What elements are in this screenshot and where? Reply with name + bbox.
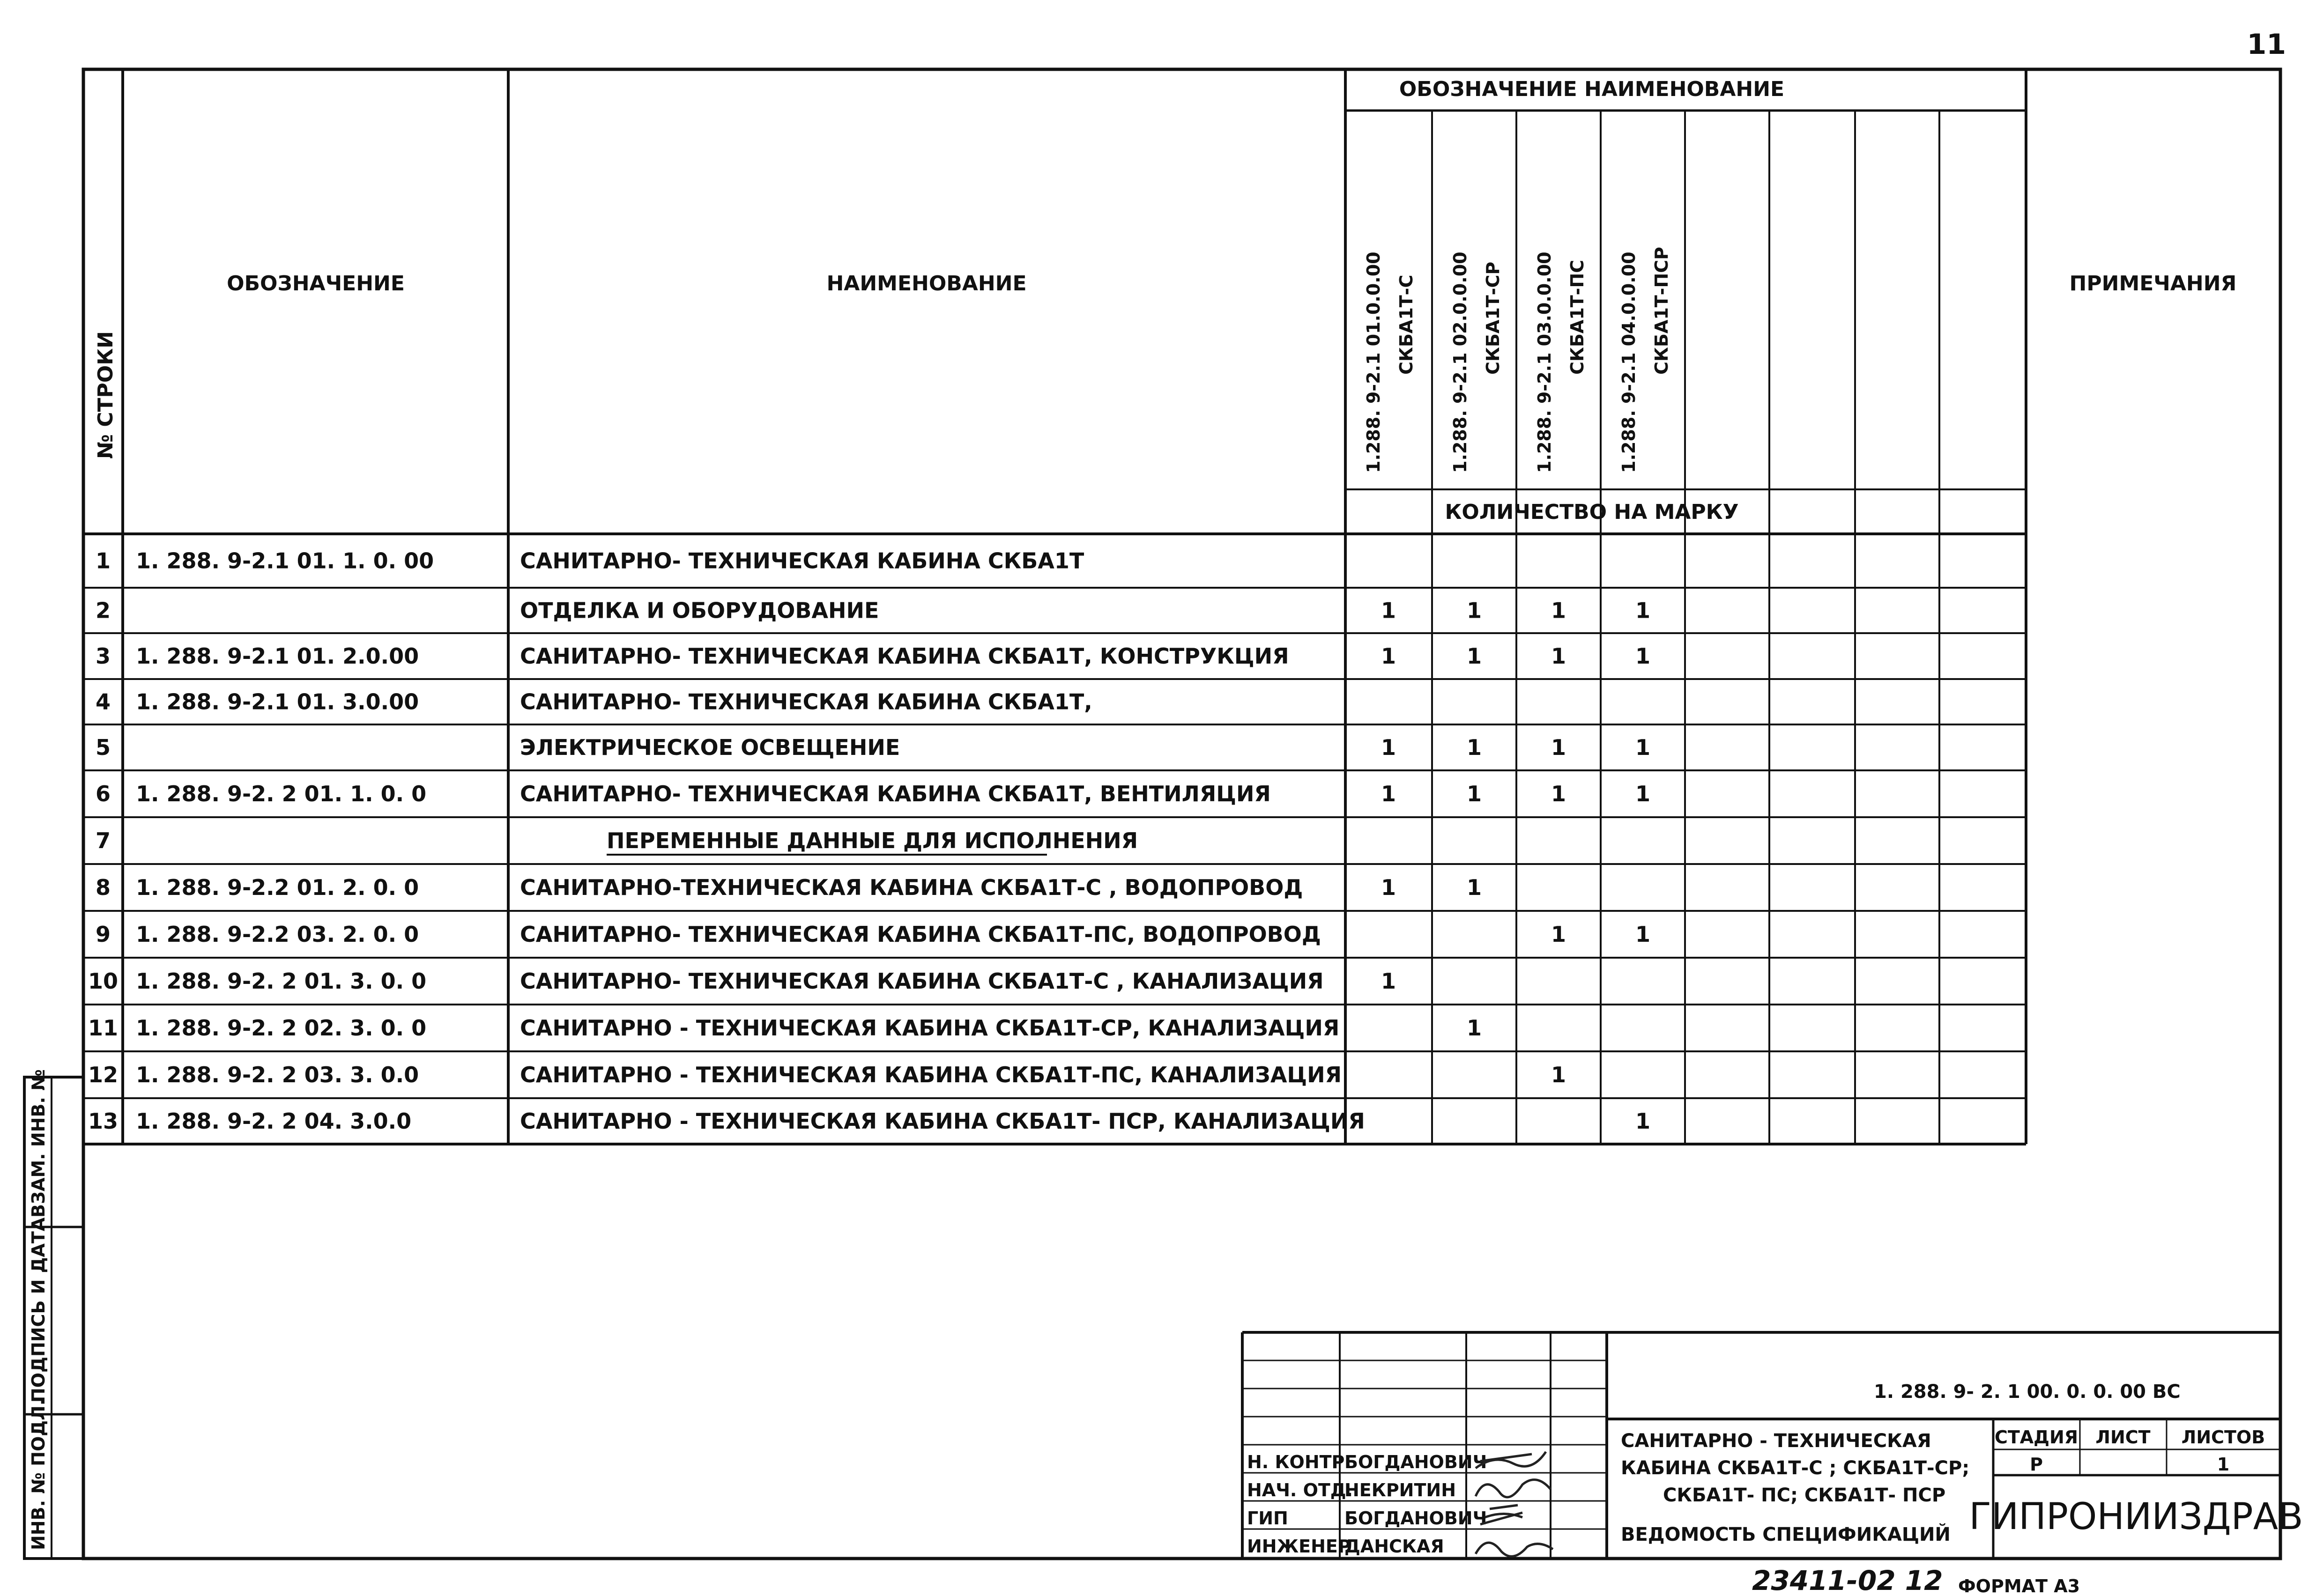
header-name: НАИМЕНОВАНИЕ xyxy=(826,272,1027,296)
row-name: САНИТАРНО - ТЕХНИЧЕСКАЯ КАБИНА СКБА1Т-ПС, КАНАЛИЗАЦИЯ xyxy=(520,1062,1342,1087)
row-designation: 1. 288. 9-2.2 01. 2. 0. 0 xyxy=(136,875,419,900)
inventory-number: 23411-02 12 xyxy=(1752,1565,1943,1594)
signature-2 xyxy=(1476,1480,1551,1497)
row-quantity: 1 xyxy=(1551,781,1566,806)
row-designation: 1. 288. 9-2. 2 01. 1. 0. 0 xyxy=(136,781,427,806)
person-1: БОГДАНОВИЧ xyxy=(1344,1452,1487,1472)
variant-3-mark: СКБА1Т-ПС xyxy=(1567,259,1588,375)
row-designation: 1. 288. 9-2.1 01. 3.0.00 xyxy=(136,689,419,715)
row-number: 11 xyxy=(88,1015,119,1041)
variant-2-code: 1.288. 9-2.1 02.0.0.00 xyxy=(1450,251,1470,473)
row-name: САНИТАРНО- ТЕХНИЧЕСКАЯ КАБИНА СКБА1Т-ПС, ВОДОПРОВОД xyxy=(520,922,1321,947)
role-2: НАЧ. ОТД. xyxy=(1247,1480,1353,1500)
row-quantity: 1 xyxy=(1381,643,1396,669)
row-quantity: 1 xyxy=(1466,598,1482,623)
signature-4 xyxy=(1476,1543,1553,1556)
row-quantity: 1 xyxy=(1635,598,1651,623)
header-designation: ОБОЗНАЧЕНИЕ xyxy=(227,272,405,296)
row-name: САНИТАРНО-ТЕХНИЧЕСКАЯ КАБИНА СКБА1Т-С , ВОДОПРОВОД xyxy=(520,875,1303,900)
organization-name: ГИПРОНИИЗДРАВ xyxy=(1969,1496,2303,1538)
row-name: САНИТАРНО- ТЕХНИЧЕСКАЯ КАБИНА СКБА1Т xyxy=(520,548,1084,574)
stage-label: СТАДИЯ xyxy=(1994,1427,2078,1448)
row-quantity: 1 xyxy=(1466,1015,1482,1041)
row-quantity: 1 xyxy=(1635,781,1651,806)
variant-1-mark: СКБА1Т-С xyxy=(1396,274,1417,375)
row-quantity: 1 xyxy=(1635,735,1651,760)
row-number: 13 xyxy=(88,1108,119,1134)
margin-sign-date: ПОДПИСЬ И ДАТА xyxy=(28,1217,49,1403)
page-number: 11 xyxy=(2247,28,2286,61)
row-number: 10 xyxy=(88,968,119,994)
row-quantity: 1 xyxy=(1466,643,1482,669)
sheets-value: 1 xyxy=(2217,1454,2230,1475)
person-3: БОГДАНОВИЧ xyxy=(1344,1508,1487,1529)
row-designation: 1. 288. 9-2. 2 04. 3.0.0 xyxy=(136,1108,412,1134)
title-line-2: КАБИНА СКБА1Т-С ; СКБА1Т-СР; xyxy=(1621,1457,1970,1479)
row-name: САНИТАРНО- ТЕХНИЧЕСКАЯ КАБИНА СКБА1Т, xyxy=(520,689,1092,715)
header-row-number: № СТРОКИ xyxy=(94,331,118,459)
row-quantity: 1 xyxy=(1551,922,1566,947)
row-name: ПЕРЕМЕННЫЕ ДАННЫЕ ДЛЯ ИСПОЛНЕНИЯ xyxy=(607,828,1138,853)
variant-1-code: 1.288. 9-2.1 01.0.0.00 xyxy=(1363,251,1384,473)
row-name: ЭЛЕКТРИЧЕСКОЕ ОСВЕЩЕНИЕ xyxy=(520,735,900,760)
stage-value: Р xyxy=(2030,1454,2043,1475)
row-designation: 1. 288. 9-2. 2 02. 3. 0. 0 xyxy=(136,1015,427,1041)
sheet-label: ЛИСТ xyxy=(2095,1427,2151,1448)
row-quantity: 1 xyxy=(1635,922,1651,947)
margin-inv-original: ИНВ. № ПОДЛ. xyxy=(28,1398,49,1550)
variant-4-mark: СКБА1Т-ПСР xyxy=(1651,247,1672,375)
margin-replaced-inv: ВЗАМ. ИНВ. № xyxy=(28,1069,49,1218)
row-number: 9 xyxy=(95,922,111,947)
doc-type: ВЕДОМОСТЬ СПЕЦИФИКАЦИЙ xyxy=(1621,1524,1951,1545)
row-number: 12 xyxy=(88,1062,119,1087)
row-name: САНИТАРНО- ТЕХНИЧЕСКАЯ КАБИНА СКБА1Т, ВЕНТИЛЯЦИЯ xyxy=(520,781,1271,806)
row-quantity: 1 xyxy=(1466,781,1482,806)
row-number: 2 xyxy=(95,598,111,623)
row-number: 4 xyxy=(95,689,111,715)
row-quantity: 1 xyxy=(1381,781,1396,806)
header-group-top: ОБОЗНАЧЕНИЕ НАИМЕНОВАНИЕ xyxy=(1399,77,1785,101)
role-4: ИНЖЕНЕР xyxy=(1247,1536,1351,1557)
person-2: НЕКРИТИН xyxy=(1344,1480,1456,1500)
row-number: 3 xyxy=(95,643,111,669)
format-label: ФОРМАТ А3 xyxy=(1958,1576,2080,1594)
row-name: САНИТАРНО - ТЕХНИЧЕСКАЯ КАБИНА СКБА1Т- ПСР, КАНАЛИЗАЦИЯ xyxy=(520,1108,1365,1134)
signature-table xyxy=(1247,1452,1487,1557)
row-number: 8 xyxy=(95,875,111,900)
row-quantity: 1 xyxy=(1381,735,1396,760)
person-4: ДАНСКАЯ xyxy=(1344,1536,1444,1557)
table-body xyxy=(88,548,1650,1134)
role-1: Н. КОНТР. xyxy=(1247,1452,1351,1472)
header-quantity: КОЛИЧЕСТВО НА МАРКУ xyxy=(1445,500,1739,524)
variant-headers xyxy=(1363,247,1672,473)
signatures xyxy=(1476,1452,1553,1556)
row-number: 6 xyxy=(95,781,111,806)
row-name: САНИТАРНО - ТЕХНИЧЕСКАЯ КАБИНА СКБА1Т-СР, КАНАЛИЗАЦИЯ xyxy=(520,1015,1340,1041)
row-quantity: 1 xyxy=(1381,598,1396,623)
title-line-1: САНИТАРНО - ТЕХНИЧЕСКАЯ xyxy=(1621,1430,1931,1452)
row-quantity: 1 xyxy=(1381,968,1396,994)
row-quantity: 1 xyxy=(1551,643,1566,669)
sheets-label: ЛИСТОВ xyxy=(2181,1427,2265,1448)
row-name: САНИТАРНО- ТЕХНИЧЕСКАЯ КАБИНА СКБА1Т, КОНСТРУКЦИЯ xyxy=(520,643,1289,669)
row-quantity: 1 xyxy=(1466,875,1482,900)
role-3: ГИП xyxy=(1247,1508,1288,1529)
doc-code: 1. 288. 9- 2. 1 00. 0. 0. 00 ВС xyxy=(1874,1381,2181,1403)
row-designation: 1. 288. 9-2. 2 03. 3. 0.0 xyxy=(136,1062,419,1087)
variant-2-mark: СКБА1Т-СР xyxy=(1483,261,1503,375)
row-designation: 1. 288. 9-2. 2 01. 3. 0. 0 xyxy=(136,968,427,994)
row-quantity: 1 xyxy=(1635,1108,1651,1134)
row-name: ОТДЕЛКА И ОБОРУДОВАНИЕ xyxy=(520,598,879,623)
row-quantity: 1 xyxy=(1551,1062,1566,1087)
row-number: 7 xyxy=(95,828,111,853)
title-line-3: СКБА1Т- ПС; СКБА1Т- ПСР xyxy=(1663,1485,1946,1506)
row-name: САНИТАРНО- ТЕХНИЧЕСКАЯ КАБИНА СКБА1Т-С , КАНАЛИЗАЦИЯ xyxy=(520,968,1324,994)
row-quantity: 1 xyxy=(1381,875,1396,900)
row-quantity: 1 xyxy=(1466,735,1482,760)
variant-4-code: 1.288. 9-2.1 04.0.0.00 xyxy=(1618,251,1639,473)
row-designation: 1. 288. 9-2.1 01. 2.0.00 xyxy=(136,643,419,669)
row-quantity: 1 xyxy=(1551,735,1566,760)
row-designation: 1. 288. 9-2.1 01. 1. 0. 00 xyxy=(136,548,434,574)
row-number: 1 xyxy=(95,548,111,574)
row-quantity: 1 xyxy=(1635,643,1651,669)
row-number: 5 xyxy=(95,735,111,760)
row-designation: 1. 288. 9-2.2 03. 2. 0. 0 xyxy=(136,922,419,947)
variant-3-code: 1.288. 9-2.1 03.0.0.00 xyxy=(1534,251,1555,473)
row-quantity: 1 xyxy=(1551,598,1566,623)
header-notes: ПРИМЕЧАНИЯ xyxy=(2069,272,2237,296)
